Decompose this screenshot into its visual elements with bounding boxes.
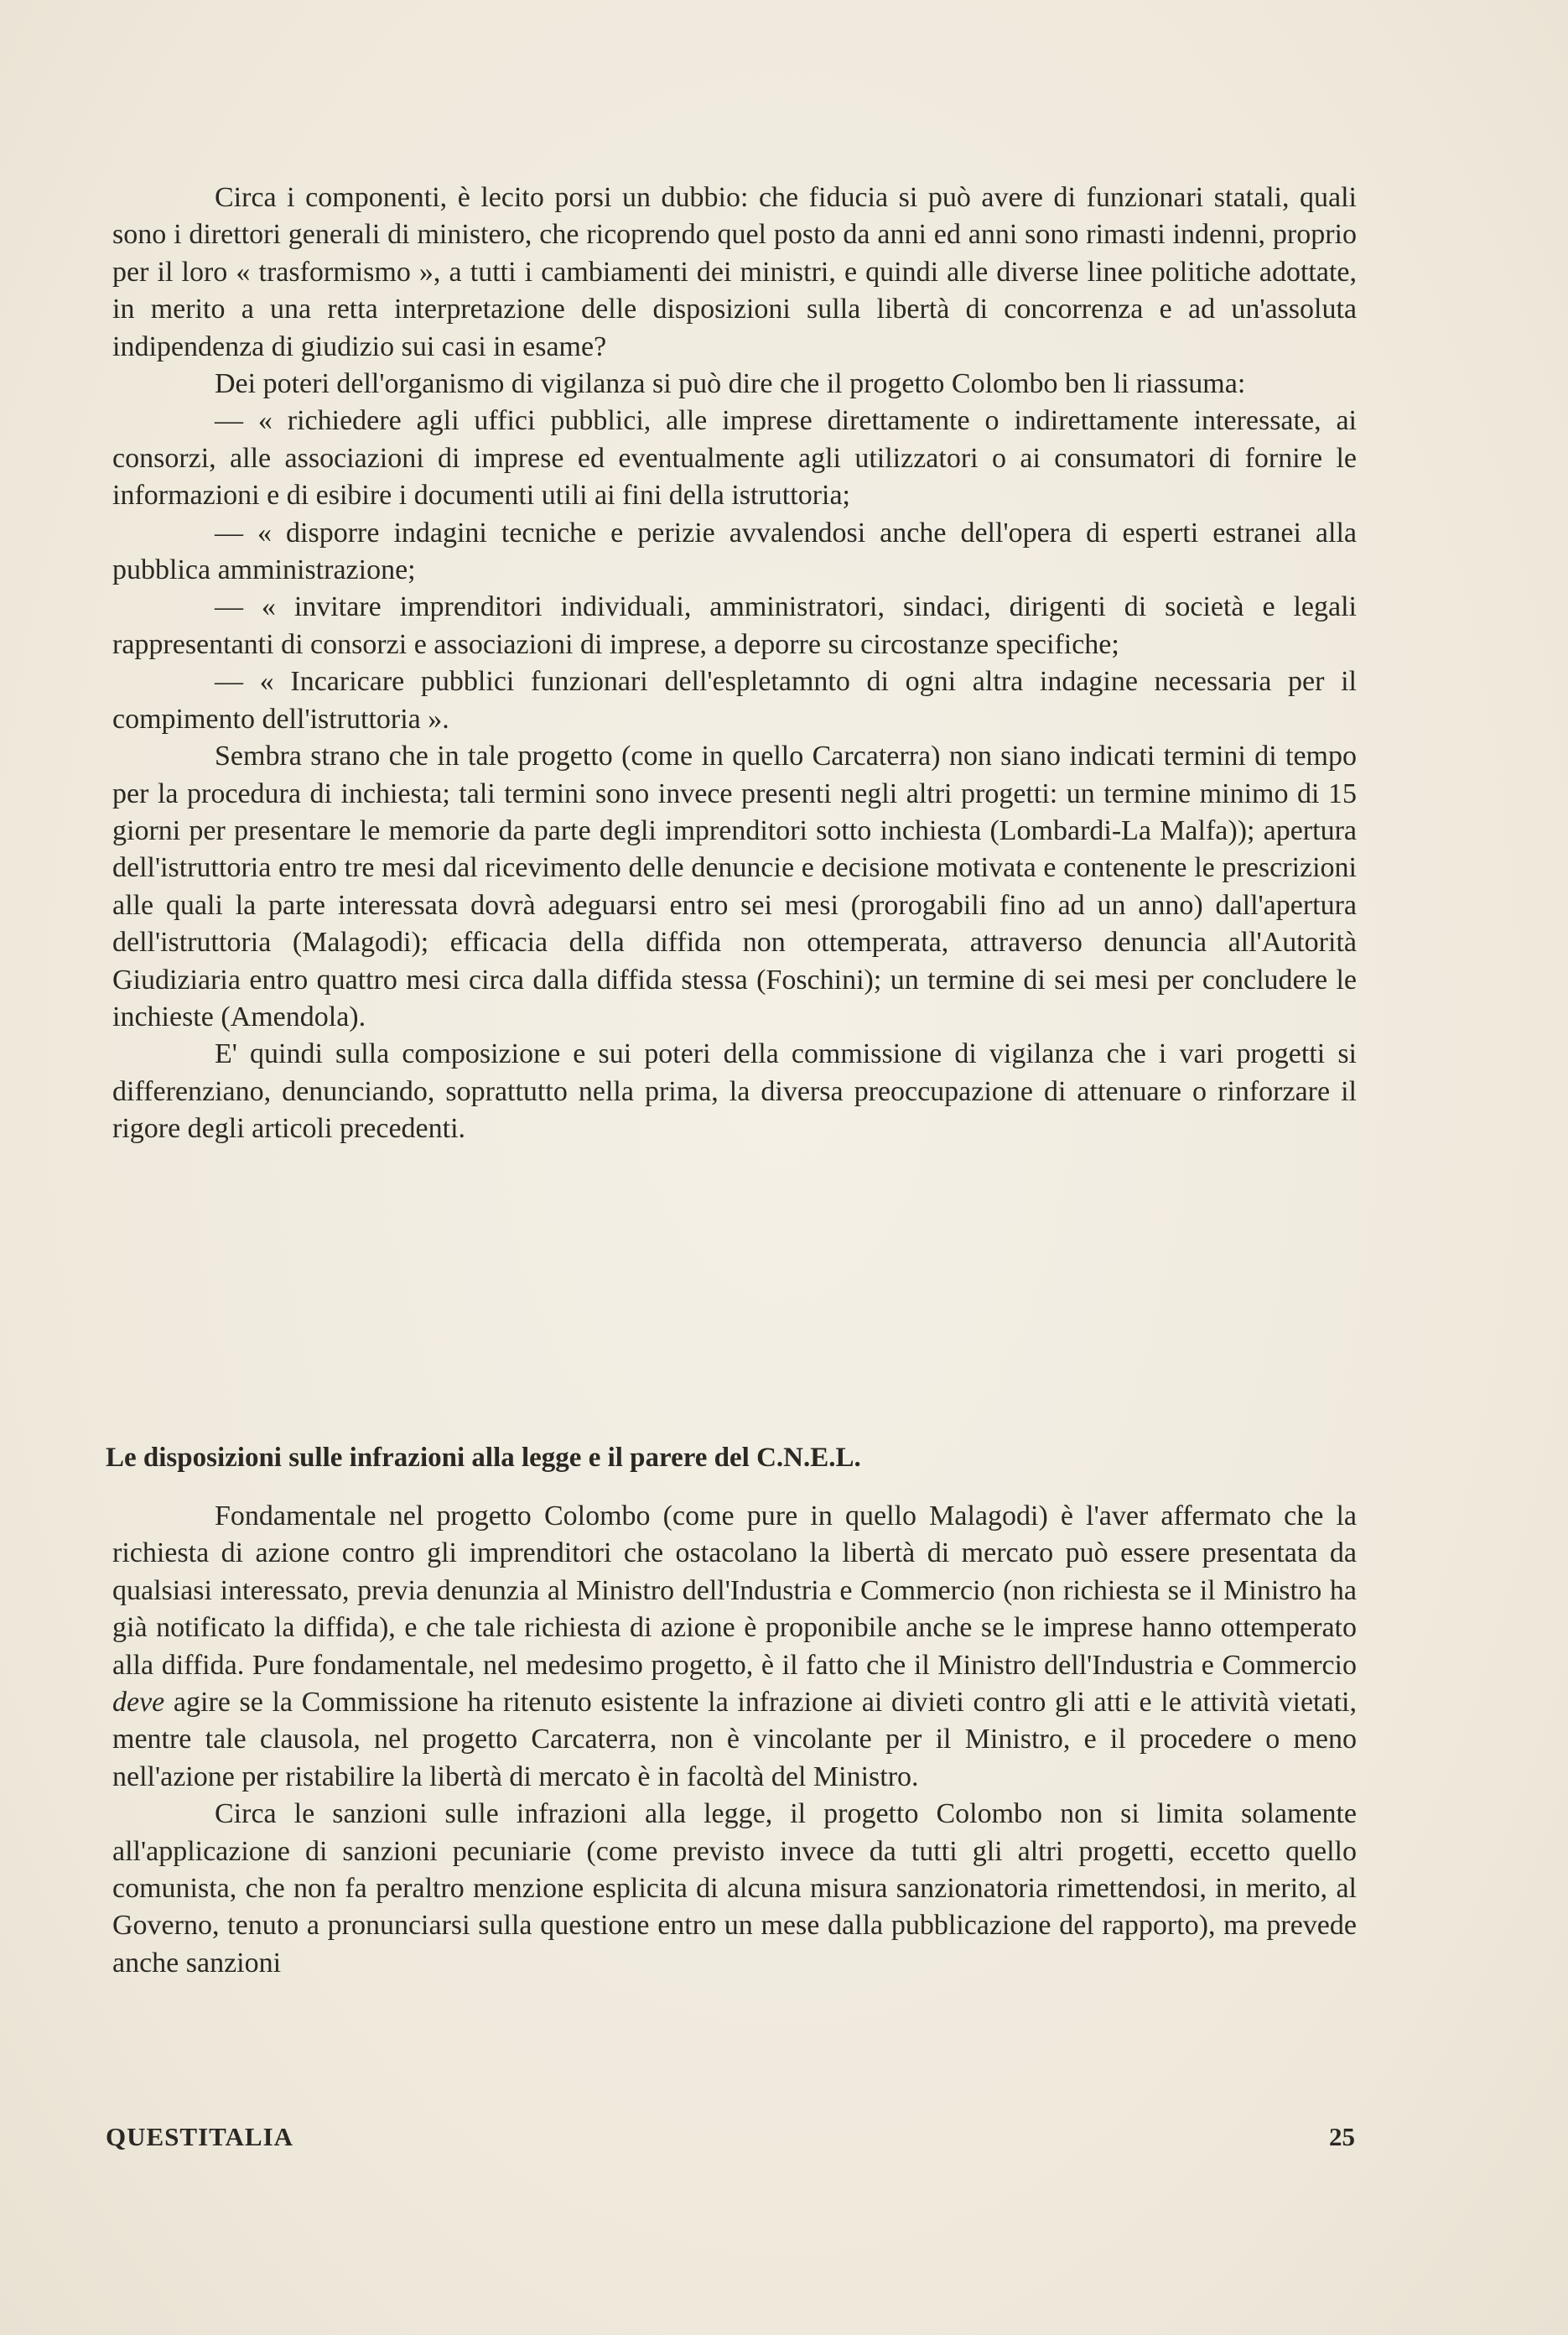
paragraph: Sembra strano che in tale progetto (come in quello Carcaterra) non siano indicati termini di tempo per la procedura di inchiesta; tali termini sono invece presenti negli altri progetti: un termine minimo di 15 giorni per presentare le memorie da parte degli imprenditori sotto inchiesta (Lombardi-La Malfa)); apertura dell'istruttoria entro tre mesi dal ricevimento delle denuncie e decisione motivata e contenente le prescrizioni alle quali la parte interessata dovrà adeguarsi entro sei mesi (prorogabili fino ad un anno) dall'apertura dell'istruttoria (Malagodi); efficacia della diffida non ottemperata, attraverso denuncia all'Autorità Giudiziaria entro quattro mesi circa dalla diffida stessa (Foschini); un termine di sei mesi per concludere le inchieste (Amendola). bbox=[112, 741, 1357, 1032]
body-text-section-2 bbox=[112, 1498, 1357, 1982]
paragraph-text: Fondamentale nel progetto Colombo (come pure in quello Malagodi) è l'aver affermato che la richiesta di azione contro gli imprenditori che ostacolano la libertà di mercato può essere presentata da qualsiasi interessato, previa denunzia al Ministro dell'Industria e Commercio (non richiesta se il Ministro ha già notificato la diffida), e che tale richiesta di azione è proponibile anche se le imprese hanno ottemperato alla diffida. Pure fondamentale, nel medesimo progetto, è il fatto che il Ministro dell'Industria e Commercio bbox=[112, 1500, 1357, 1681]
paragraph: Circa le sanzioni sulle infrazioni alla legge, il progetto Colombo non si limita solamente all'applicazione di sanzioni pecuniarie (come previsto invece da tutti gli altri progetti, eccetto quello comunista, che non fa peraltro menzione esplicita di alcuna misura sanzionatoria rimettendosi, in merito, al Governo, tenuto a pronunciarsi sulla questione entro un mese dalla pubblicazione del rapporto), ma prevede anche sanzioni bbox=[112, 1798, 1357, 1979]
page-number: 25 bbox=[1329, 2122, 1355, 2151]
paragraph: Circa i componenti, è lecito porsi un dubbio: che fiducia si può avere di funzionari statali, quali sono i direttori generali di ministero, che ricoprendo quel posto da anni ed anni sono rimasti indenni, proprio per il loro « trasformismo », a tutti i cambiamenti dei ministri, e quindi alle diverse linee politiche adottate, in merito a una retta interpretazione delle disposizioni sulla libertà di concorrenza e ad un'assoluta indipendenza di giudizio sui casi in esame? bbox=[112, 182, 1357, 362]
paragraph: E' quindi sulla composizione e sui poteri della commissione di vigilanza che i vari progetti si differenziano, denunciando, soprattutto nella prima, la diversa preoccupazione di attenuare o rinforzare il rigore degli articoli precedenti. bbox=[112, 1038, 1357, 1145]
list-item: — « richiedere agli uffici pubblici, alle imprese direttamente o indirettamente interessate, ai consorzi, alle associazioni di imprese ed eventualmente agli utilizzatori o ai consumatori di fornire le informazioni e di esibire i documenti utili ai fini della istruttoria; bbox=[112, 405, 1357, 512]
paragraph: Dei poteri dell'organismo di vigilanza si può dire che il progetto Colombo ben li riassuma: bbox=[215, 368, 1246, 400]
paragraph-text: agire se la Commissione ha ritenuto esistente la infrazione ai divieti contro gli atti e le attività vietati, mentre tale clausola, nel progetto Carcaterra, non è vincolante per il Ministro, e il procedere o meno nell'azione per ristabilire la libertà di mercato è in facoltà del Ministro. bbox=[112, 1687, 1357, 1792]
list-item: — « disporre indagini tecniche e perizie avvalendosi anche dell'opera di esperti estranei alla pubblica amministrazione; bbox=[112, 517, 1357, 586]
list-item: — « invitare imprenditori individuali, amministratori, sindaci, dirigenti di società e legali rappresentanti di consorzi e associazioni di imprese, a deporre su circostanze specifiche; bbox=[112, 591, 1357, 660]
publication-name: QUESTITALIA bbox=[106, 2122, 294, 2151]
section-heading: Le disposizioni sulle infrazioni alla legge e il parere del C.N.E.L. bbox=[106, 1443, 861, 1473]
body-text-section-1 bbox=[112, 179, 1357, 1148]
list-item: — « Incaricare pubblici funzionari dell'espletamnto di ogni altra indagine necessaria per il compimento dell'istruttoria ». bbox=[112, 666, 1357, 735]
emphasized-word: deve bbox=[112, 1687, 165, 1719]
paragraph bbox=[112, 1498, 1357, 1796]
